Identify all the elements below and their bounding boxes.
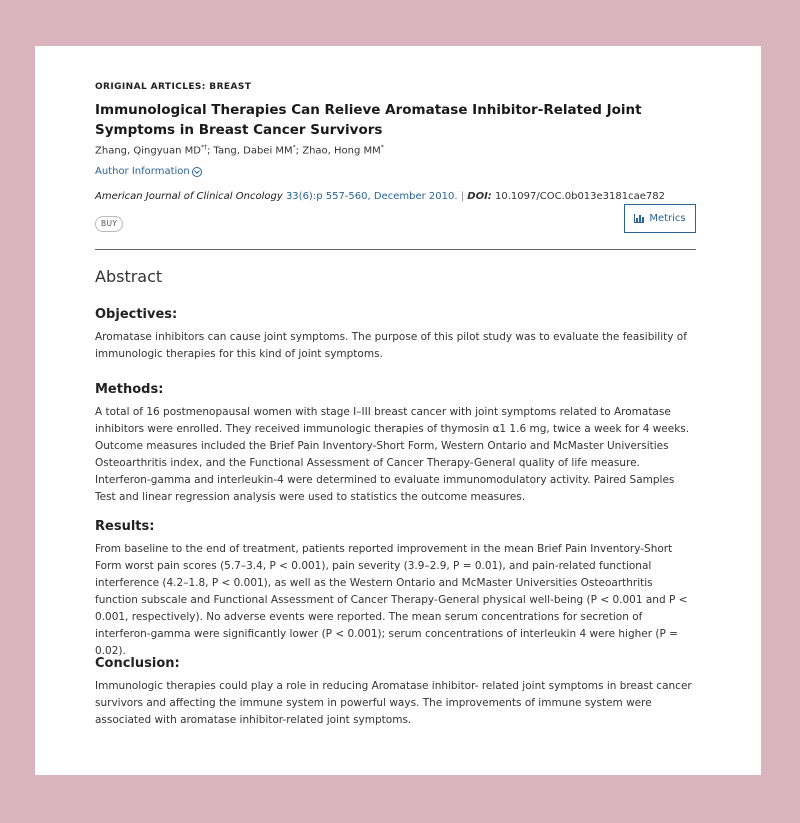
article-category[interactable]: ORIGINAL ARTICLES: BREAST	[95, 82, 252, 92]
results-text: From baseline to the end of treatment, patients reported improvement in the mean Brief Pain Inventory-Short Form worst pain scores (5.7–3.4, P < 0.001), pain severity (3.9–2.9, P = 0.01), and pain-related functional interference (4.2–1.8, P < 0.001), as well as the Western Ontario and McMaster Universities Osteoarthritis function subscale and Functional Assessment of Cancer Therapy-General physical well-being (P < 0.001 and P < 0.001, respectively). No adverse events were reported. The mean serum concentrations for secretion of interferon-gamma were significantly lower (P < 0.001); serum concentrations of interleukin 4 were higher (P = 0.02).	[95, 543, 688, 657]
citation-separator: |	[460, 191, 465, 202]
author-information-label: Author Information	[95, 166, 190, 177]
results-heading: Results:	[95, 519, 155, 534]
author-information-toggle[interactable]	[95, 166, 202, 177]
author-affiliation-marker: *	[292, 144, 296, 151]
methods-heading: Methods:	[95, 382, 164, 397]
metrics-label: Metrics	[649, 213, 686, 224]
methods-text: A total of 16 postmenopausal women with stage I–III breast cancer with joint symptoms related to Aromatase inhibitors were enrolled. They received immunologic therapies of thymosin α1 1.6 mg, twice a week for 4 weeks. Outcome measures included the Brief Pain Inventory-Short Form, Western Ontario and McMaster Universities Osteoarthritis index, and the Functional Assessment of Cancer Therapy-General quality of life measure. Interferon-gamma and interleukin-4 were determined to evaluate immunomodulatory activity. Paired Samples Test and linear regression analysis were used to statistics the outcome measures.	[95, 406, 690, 503]
chevron-down-icon	[192, 167, 202, 177]
doi-label: DOI:	[467, 191, 492, 202]
metrics-button[interactable]	[624, 204, 696, 233]
header-divider	[95, 249, 696, 250]
abstract-heading: Abstract	[95, 267, 163, 286]
author-name[interactable]: Zhang, Qingyuan MD	[95, 145, 201, 157]
article-card	[35, 46, 761, 775]
author-name[interactable]: Zhao, Hong MM	[302, 145, 381, 157]
author-name[interactable]: Tang, Dabei MM	[213, 145, 293, 157]
buy-button[interactable]: BUY	[95, 216, 123, 232]
conclusion-text: Immunologic therapies could play a role in reducing Aromatase inhibitor- related joint symptoms in breast cancer survivors and affecting the immune system in powerful ways. The improvements of immune system were associated with aromatase inhibitor-related joint symptoms.	[95, 680, 692, 726]
journal-name: American Journal of Clinical Oncology	[95, 191, 283, 202]
author-affiliation-marker: *†	[200, 144, 207, 151]
citation-line	[95, 191, 665, 202]
issue-link[interactable]: 33(6):p 557-560, December 2010.	[285, 191, 458, 202]
doi-value: 10.1097/COC.0b013e3181cae782	[495, 191, 665, 202]
author-list: Zhang, Qingyuan MD*†; Tang, Dabei MM*; Zhao, Hong MM*	[95, 144, 384, 157]
article-title: Immunological Therapies Can Relieve Aromatase Inhibitor-Related Joint Symptoms in Breast Cancer Survivors	[95, 102, 642, 138]
conclusion-heading: Conclusion:	[95, 656, 180, 671]
objectives-text: Aromatase inhibitors can cause joint symptoms. The purpose of this pilot study was to evaluate the feasibility of immunologic therapies for this kind of joint symptoms.	[95, 331, 687, 360]
bar-chart-icon	[634, 214, 644, 223]
objectives-heading: Objectives:	[95, 307, 178, 322]
author-affiliation-marker: *	[380, 144, 384, 151]
